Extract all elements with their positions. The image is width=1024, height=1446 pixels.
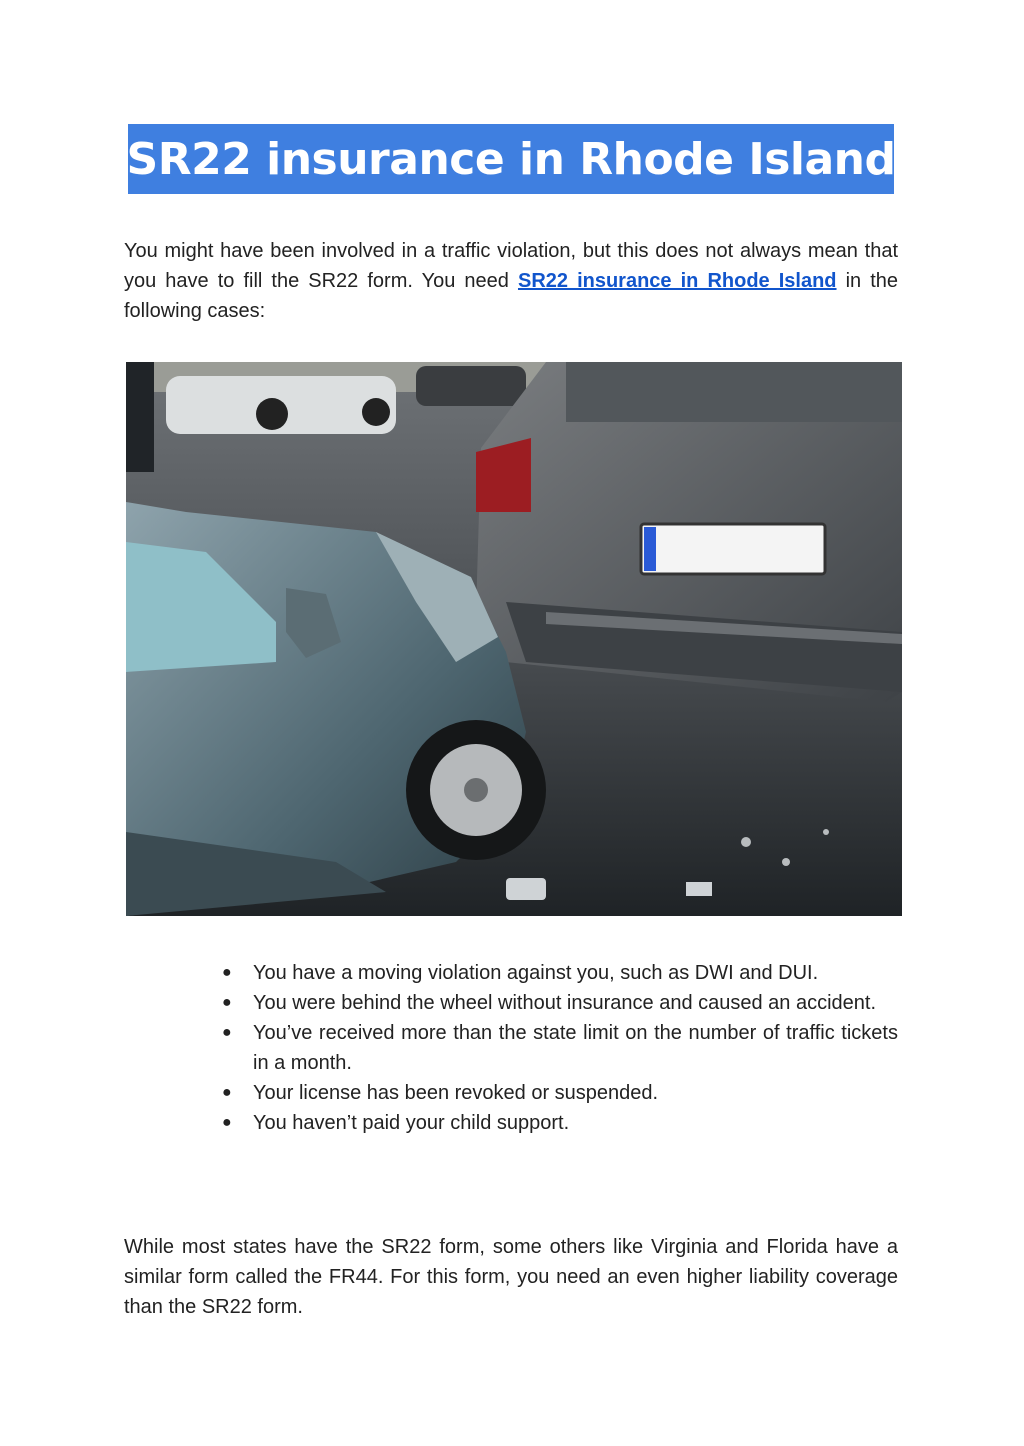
intro-paragraph xyxy=(124,236,898,326)
bullet-icon: ● xyxy=(222,1084,232,1101)
list-item: ● You have a moving violation against you, such as DWI and DUI. xyxy=(222,958,898,988)
intro-text-before: You might have been involved in a traffic violation, but this does not always mean that you have to fill the SR22 form. You need xyxy=(124,240,898,292)
closing-paragraph: While most states have the SR22 form, some others like Virginia and Florida have a similar form called the FR44. For this form, you need an even higher liability coverage than the SR22 form. xyxy=(124,1236,898,1318)
list-item: ● Your license has been revoked or suspended. xyxy=(222,1078,898,1108)
bullet-icon: ● xyxy=(222,994,232,1011)
title-banner xyxy=(128,124,894,194)
cases-list xyxy=(222,958,898,1138)
list-item: ● You’ve received more than the state limit on the number of traffic tickets in a month. xyxy=(222,1018,898,1078)
page-title: SR22 insurance in Rhode Island xyxy=(126,133,896,185)
list-item: ● You were behind the wheel without insurance and caused an accident. xyxy=(222,988,898,1018)
car-crash-photo xyxy=(126,362,902,916)
bullet-icon: ● xyxy=(222,964,232,981)
bullet-icon: ● xyxy=(222,1024,232,1041)
list-item: ● You haven’t paid your child support. xyxy=(222,1108,898,1138)
intro-text-after: in the following cases: xyxy=(124,270,899,322)
sr22-rhode-island-link[interactable]: SR22 insurance in Rhode Island xyxy=(517,270,837,292)
bullet-icon: ● xyxy=(222,1114,232,1131)
